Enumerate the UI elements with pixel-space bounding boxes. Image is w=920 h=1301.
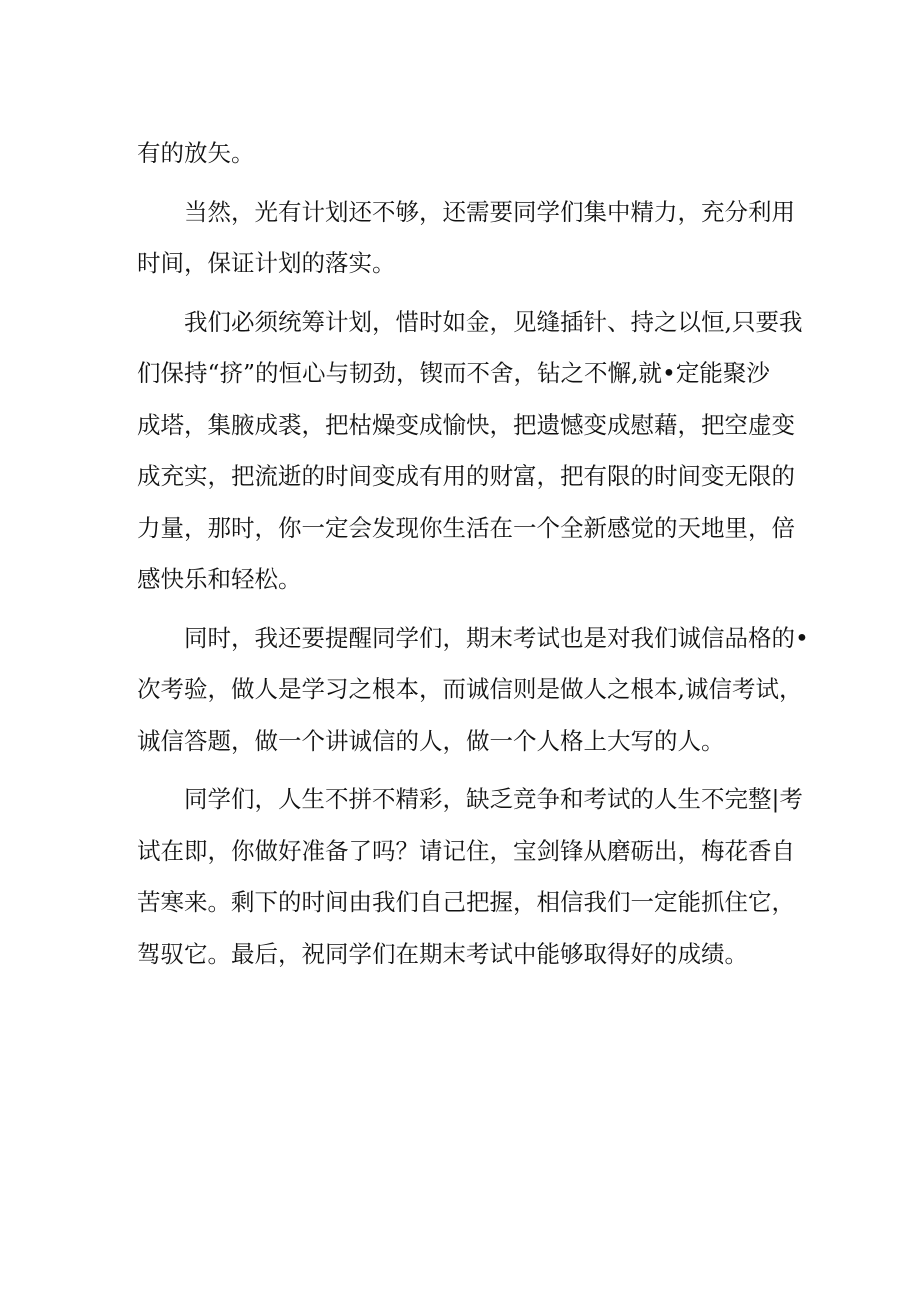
text-line: 驾驭它。最后，祝同学们在期末考试中能够取得好的成绩。 [137,939,748,968]
text-line: 们保持“挤”的恒心与韧劲，锲而不舍，钻之不懈,就•定能聚沙 [137,359,770,387]
paragraph-3 [137,297,803,606]
text-line: 同时，我还要提醒同学们，期末考试也是对我们诚信品格的• [137,623,809,652]
text-line: 同学们，人生不拼不精彩，缺乏竞争和考试的人生不完整|考 [137,785,803,813]
text-line: 诚信答题，做一个讲诚信的人，做一个人格上大写的人。 [137,726,725,755]
text-line: 我们必须统筹计划，惜时如金，见缝插针、持之以恒,只要我 [137,307,803,336]
text-line: 感快乐和轻松。 [137,565,302,593]
paragraph-5 [137,774,803,980]
document-body [137,128,809,980]
paragraph-2 [137,187,797,290]
text-line: 力量，那时，你一定会发现你生活在一个全新感觉的天地里，倍 [137,513,795,542]
paragraph-1 [137,128,797,180]
text-line: 时间，保证计划的落实。 [137,249,396,277]
text-line: 成充实，把流逝的时间变成有用的财富，把有限的时间变无限的 [137,462,795,490]
text-line: 试在即，你做好准备了吗？请记住，宝剑锋从磨砺出，梅花香自 [137,836,795,865]
text-line: 有的放矢。 [137,139,255,167]
text-line: 次考验，做人是学习之根本，而诚信则是做人之根本,诚信考试， [137,675,803,703]
text-line: 当然，光有计划还不够，还需要同学们集中精力，充分利用 [137,197,795,226]
paragraph-4 [137,613,809,768]
text-line: 苦寒来。剩下的时间由我们自己把握，相信我们一定能抓住它， [137,888,795,916]
text-line: 成塔，集腋成裘，把枯燥变成愉快，把遗憾变成慰藉，把空虚变 [137,410,795,439]
